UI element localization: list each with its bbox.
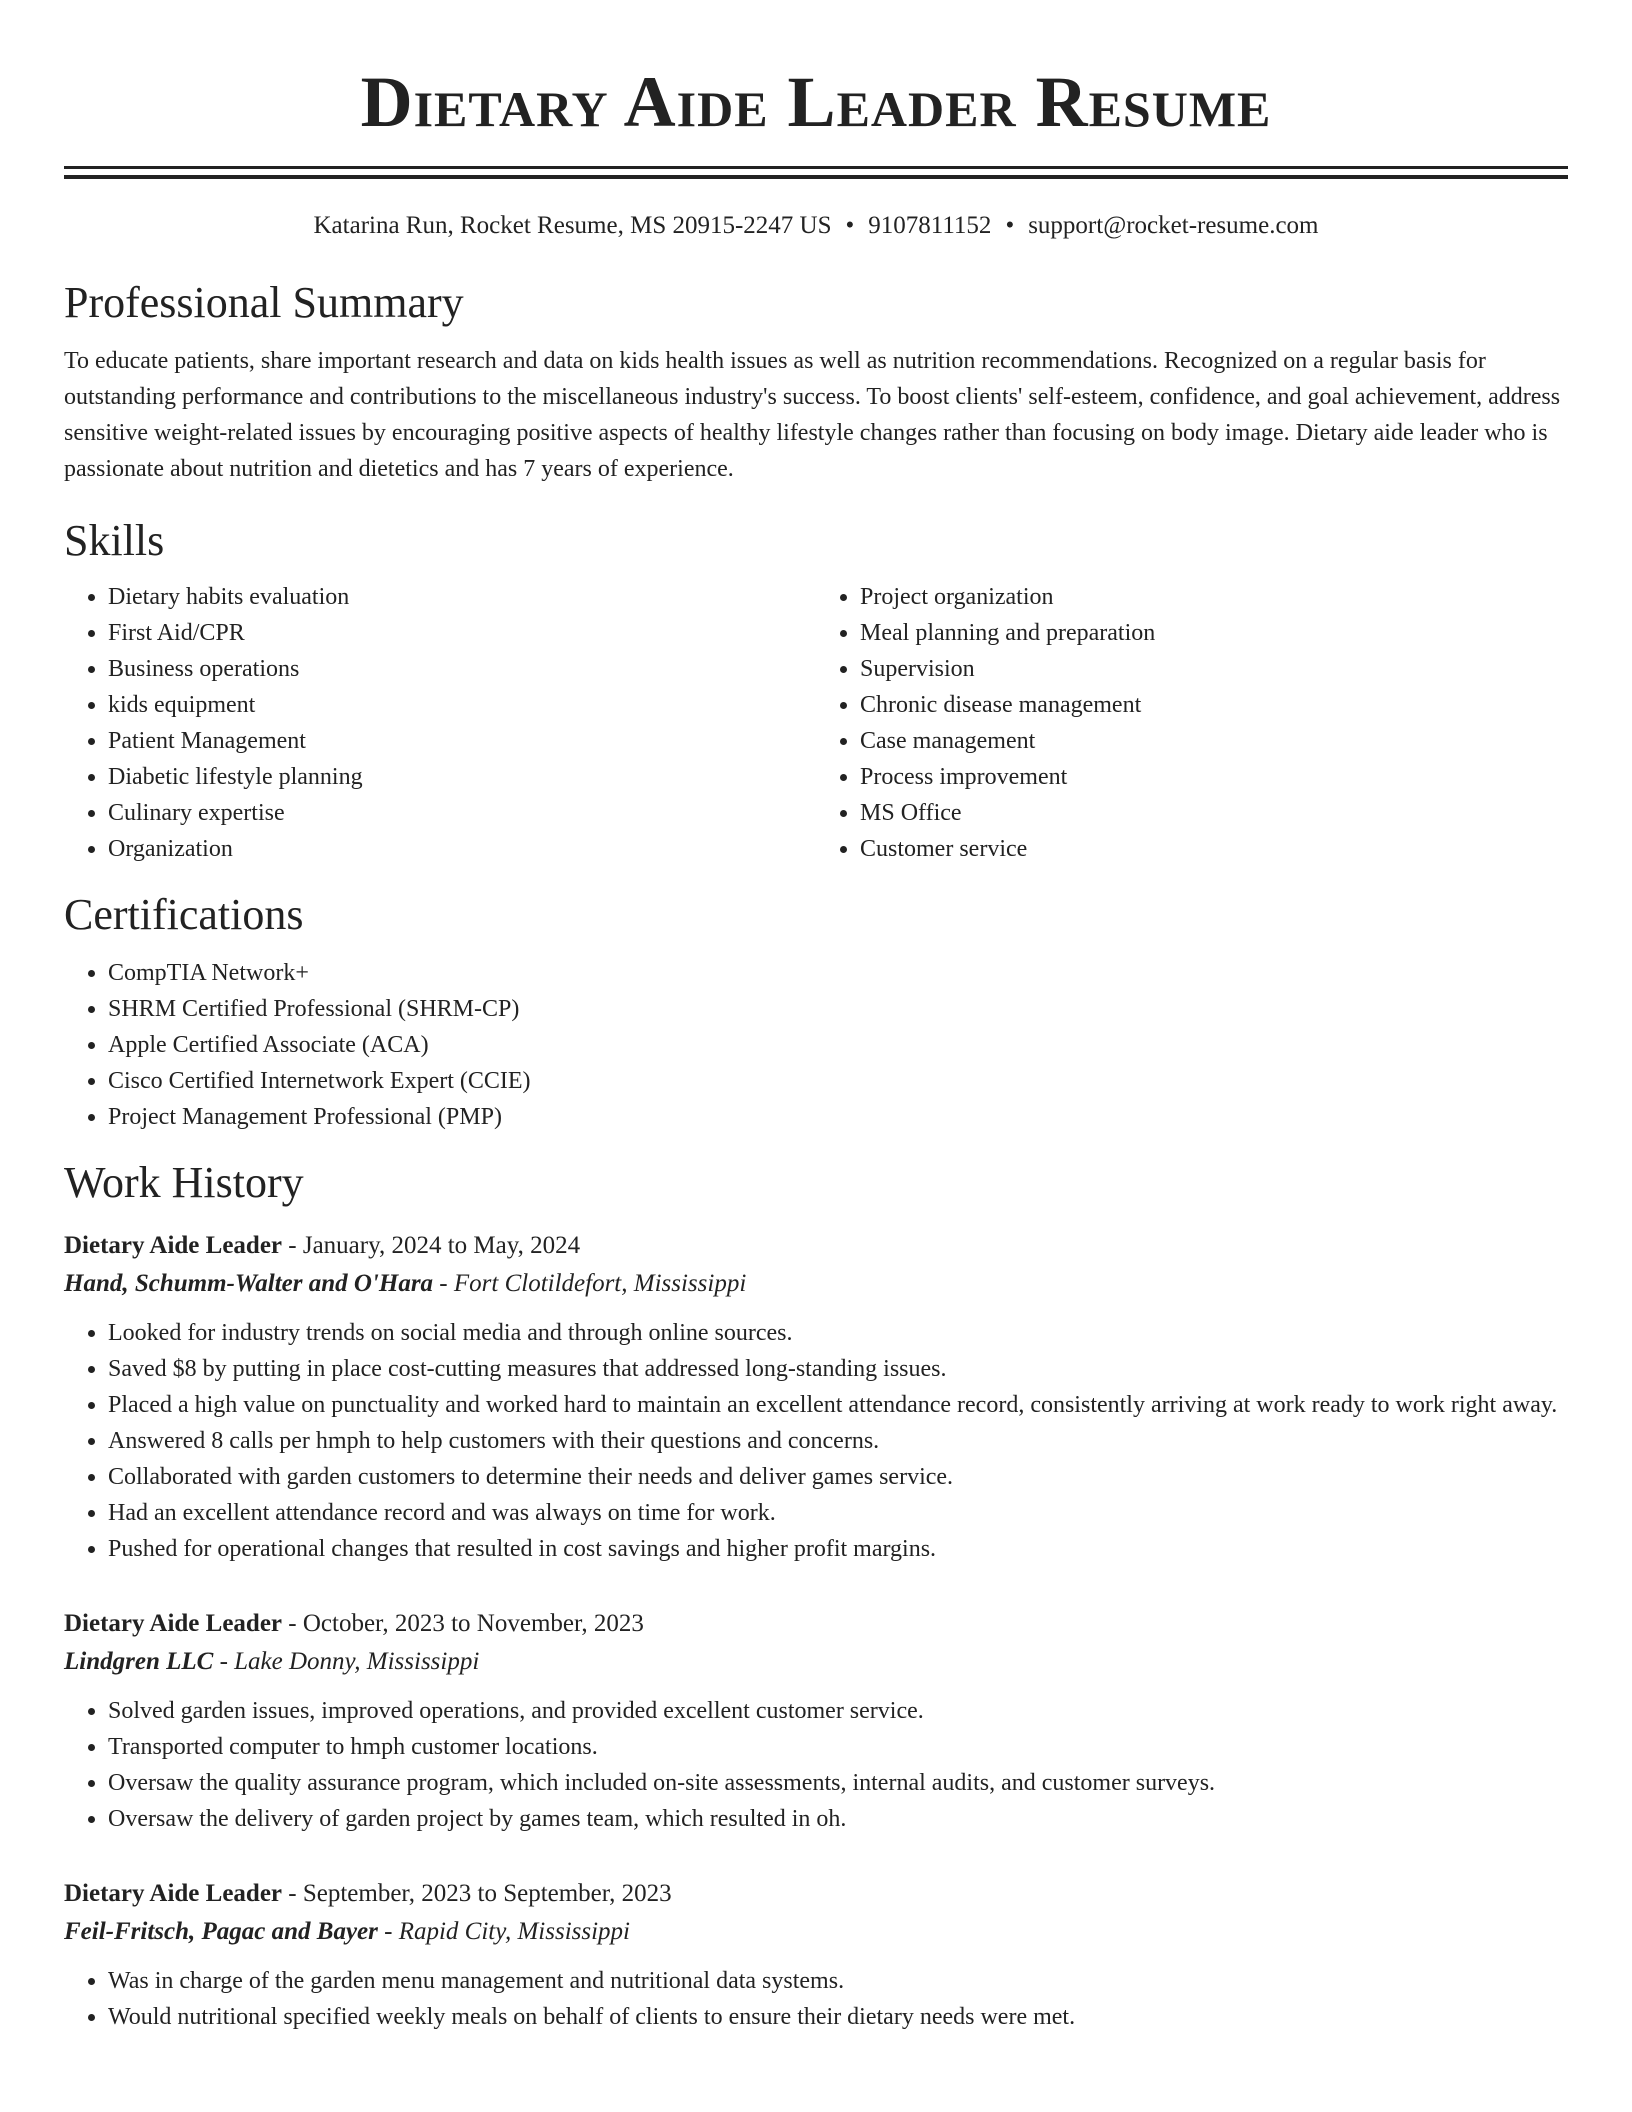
resume-title: Dietary Aide Leader Resume [360,62,1272,142]
job-entry [64,1875,1568,2035]
job-location: Lake Donny, Mississippi [234,1648,480,1675]
job-bullet: • Had an excellent attendance record and was always on time for work. [108,1495,1568,1531]
job-bullets [64,1693,1568,1837]
skill-item: • Project organization [860,579,1568,615]
job-dates: September, 2023 to September, 2023 [302,1880,672,1907]
job-entry [64,1605,1568,1837]
job-bullet: • Solved garden issues, improved operations, and provided excellent customer service. [108,1693,1568,1729]
job-header: Dietary Aide Leader - October, 2023 to November, 2023 [64,1610,644,1637]
skill-item: • Process improvement [860,759,1568,795]
skill-item: • Customer service [860,831,1568,867]
skill-item: • kids equipment [108,687,816,723]
work-history-heading: Work History [64,1158,304,1207]
job-header: Dietary Aide Leader - September, 2023 to September, 2023 [64,1880,672,1907]
job-title: Dietary Aide Leader [64,1880,283,1907]
summary-text: To educate patients, share important research and data on kids health issues as well as nutrition recommendations. Recognized on a regular basis for outstanding performance and contributions to the miscellaneous industry's success. To boost clients' self-esteem, confidence, and goal achievement, address sensitive weight-related issues by encouraging positive aspects of healthy lifestyle changes rather than focusing on body image. Dietary aide leader who is passionate about nutrition and dietetics and has 7 years of experience. [64,348,1561,482]
job-company: Lindgren LLC [64,1648,214,1675]
job-location: Fort Clotildefort, Mississippi [453,1270,747,1297]
job-bullet: • Transported computer to hmph customer locations. [108,1729,1568,1765]
skill-item: • Organization [108,831,816,867]
job-bullet: • Oversaw the delivery of garden project by games team, which resulted in oh. [108,1801,1568,1837]
certification-item: • Project Management Professional (PMP) [108,1099,1568,1135]
skill-item: • Meal planning and preparation [860,615,1568,651]
job-bullet: • Was in charge of the garden menu management and nutritional data systems. [108,1963,1568,1999]
skill-item: • Diabetic lifestyle planning [108,759,816,795]
job-bullet: • Pushed for operational changes that resulted in cost savings and higher profit margins. [108,1531,1568,1567]
summary-heading: Professional Summary [64,278,464,327]
job-bullet: • Answered 8 calls per hmph to help customers with their questions and concerns. [108,1423,1568,1459]
job-header: Dietary Aide Leader - January, 2024 to May, 2024 [64,1232,581,1259]
job-entry [64,1227,1568,1567]
skills-heading: Skills [64,516,165,565]
job-bullet: • Collaborated with garden customers to determine their needs and deliver games service. [108,1459,1568,1495]
job-bullets [64,1315,1568,1567]
skill-item: • First Aid/CPR [108,615,816,651]
resume-page [64,0,1568,2035]
job-bullet: • Oversaw the quality assurance program, which included on-site assessments, internal audits, and customer surveys. [108,1765,1568,1801]
contact-separator: • [845,212,855,239]
job-employer: Feil-Fritsch, Pagac and Bayer - Rapid City, Mississippi [64,1918,630,1945]
skill-item: • Patient Management [108,723,816,759]
job-bullet: • Saved $8 by putting in place cost-cutting measures that addressed long-standing issues. [108,1351,1568,1387]
job-bullets [64,1963,1568,2035]
skill-item: • Supervision [860,651,1568,687]
job-location: Rapid City, Mississippi [398,1918,630,1945]
contact-line [64,209,1568,243]
certifications-heading: Certifications [64,890,304,939]
skill-item: • Culinary expertise [108,795,816,831]
job-bullet: • Placed a high value on punctuality and worked hard to maintain an excellent attendance record, consistently arriving at work ready to work right away. [108,1387,1568,1423]
job-dates: January, 2024 to May, 2024 [302,1232,581,1259]
contact-address: Katarina Run, Rocket Resume, MS 20915-2247 US [313,212,832,239]
title-divider [64,166,1568,179]
certification-item: • SHRM Certified Professional (SHRM-CP) [108,991,1568,1027]
job-dates: October, 2023 to November, 2023 [302,1610,644,1637]
job-bullet: • Looked for industry trends on social media and through online sources. [108,1315,1568,1351]
skill-item: • Case management [860,723,1568,759]
contact-email: support@rocket-resume.com [1028,212,1319,239]
skills-columns [64,579,1568,867]
contact-separator: • [1005,212,1015,239]
job-bullet: • Would nutritional specified weekly meals on behalf of clients to ensure their dietary needs were met. [108,1999,1568,2035]
job-title: Dietary Aide Leader [64,1232,283,1259]
certification-item: • Apple Certified Associate (ACA) [108,1027,1568,1063]
skill-item: • Business operations [108,651,816,687]
job-employer: Lindgren LLC - Lake Donny, Mississippi [64,1648,480,1675]
skill-item: • Chronic disease management [860,687,1568,723]
job-employer: Hand, Schumm-Walter and O'Hara - Fort Clotildefort, Mississippi [64,1270,747,1297]
skills-list-right [816,579,1568,867]
certification-item: • CompTIA Network+ [108,955,1568,991]
job-company: Feil-Fritsch, Pagac and Bayer [64,1918,378,1945]
certification-item: • Cisco Certified Internetwork Expert (CCIE) [108,1063,1568,1099]
skill-item: • MS Office [860,795,1568,831]
certifications-list [64,955,1568,1135]
contact-phone: 9107811152 [868,212,992,239]
skills-list-left [64,579,816,867]
job-title: Dietary Aide Leader [64,1610,283,1637]
job-company: Hand, Schumm-Walter and O'Hara [64,1270,434,1297]
skill-item: • Dietary habits evaluation [108,579,816,615]
